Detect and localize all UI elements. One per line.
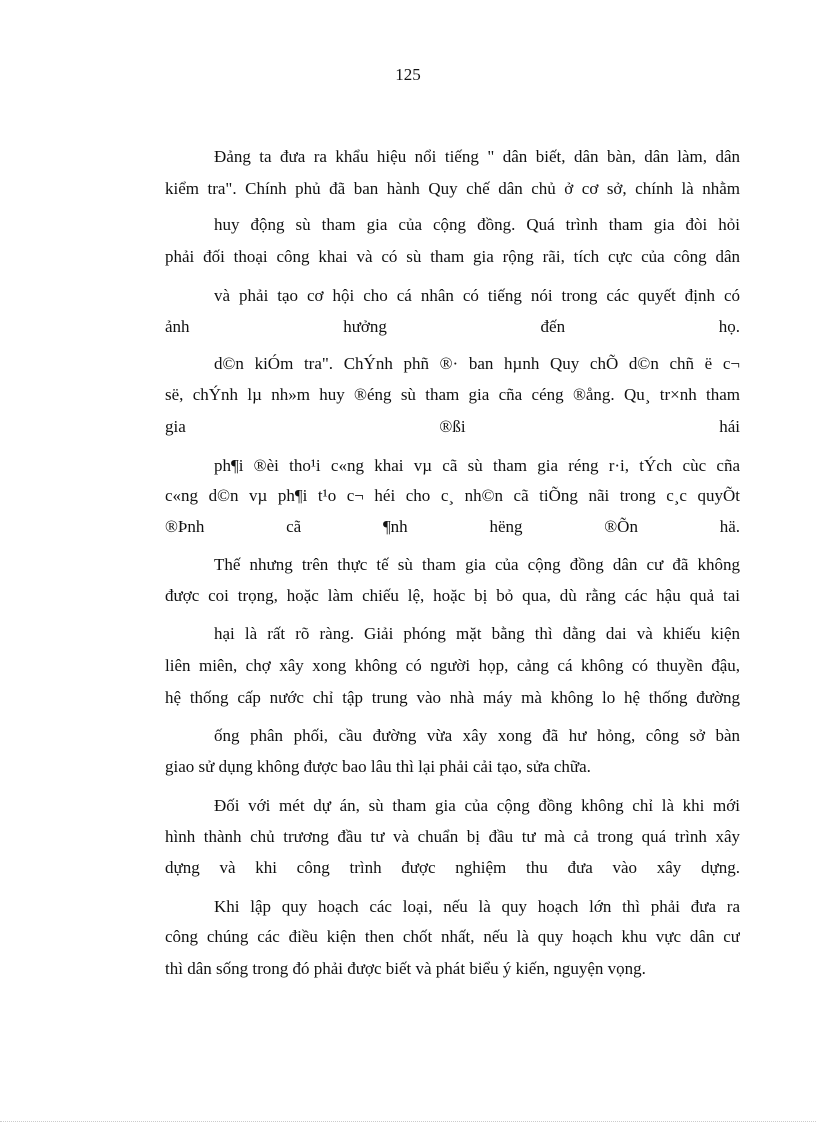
text-line: thì dân sống trong đó phải được biết và phát biểu ý kiến, nguyện vọng.: [165, 959, 646, 978]
text-line: hình thành chủ trương đầu tư và chuẩn bị đầu tư mà cả trong quá trình xây: [165, 827, 740, 846]
page-bottom-border: [0, 1121, 816, 1122]
text-line: c«ng d©n vµ ph¶i t¹o c¬ héi cho c¸ nh©n cã tiÕng nãi trong c¸c quyÕt: [165, 486, 740, 505]
text-line: công chúng các điều kiện then chốt nhất, nếu là quy hoạch khu vực dân cư: [165, 927, 740, 946]
text-line: Đối với mét dự án, sù tham gia của cộng đồng không chỉ là khi mới: [214, 796, 740, 815]
text-line: hệ thống cấp nước chỉ tập trung vào nhà máy mà không lo hệ thống đường: [165, 688, 740, 707]
text-line: dựng và khi công trình được nghiệm thu đưa vào xây dựng.: [165, 858, 740, 877]
text-line: Thế nhưng trên thực tế sù tham gia của cộng đồng dân cư đã không: [214, 555, 740, 574]
text-line: liên miên, chợ xây xong không có người họp, cảng cá không có thuyền đậu,: [165, 656, 740, 675]
text-line: huy động sù tham gia của cộng đồng. Quá trình tham gia đòi hỏi: [214, 215, 740, 234]
text-line: ống phân phối, cầu đường vừa xây xong đã hư hỏng, công sở bàn: [214, 726, 740, 745]
text-line: d©n kiÓm tra". ChÝnh phñ ®· ban hµnh Quy chÕ d©n chñ ë c¬: [214, 354, 740, 373]
text-line: së, chÝnh lµ nh»m huy ®éng sù tham gia cña céng ®ång. Qu¸ tr×nh tham: [165, 385, 740, 404]
text-line: phải đối thoại công khai và có sù tham gia rộng rãi, tích cực của công dân: [165, 247, 740, 266]
text-line: ®Þnh cã ¶nh hëng ®Õn hä.: [165, 517, 740, 536]
text-line: hại là rất rõ ràng. Giải phóng mặt bằng thì dằng dai và khiếu kiện: [214, 624, 740, 643]
text-line: gia ®ßi hái: [165, 417, 740, 436]
text-line: Đảng ta đưa ra khẩu hiệu nổi tiếng " dân biết, dân bàn, dân làm, dân: [214, 147, 740, 166]
text-line: ảnh hưởng đến họ.: [165, 317, 740, 336]
text-line: giao sử dụng không được bao lâu thì lại phải cải tạo, sửa chữa.: [165, 757, 591, 776]
text-line: được coi trọng, hoặc làm chiếu lệ, hoặc bị bỏ qua, dù rằng các hậu quả tai: [165, 586, 740, 605]
page-number: 125: [395, 65, 421, 84]
text-line: Khi lập quy hoạch các loại, nếu là quy hoạch lớn thì phải đưa ra: [214, 897, 740, 916]
text-line: ph¶i ®èi tho¹i c«ng khai vµ cã sù tham gia réng r·i, tÝch cùc cña: [214, 456, 740, 475]
text-line: kiểm tra". Chính phủ đã ban hành Quy chế dân chủ ở cơ sở, chính là nhằm: [165, 179, 740, 198]
text-line: và phải tạo cơ hội cho cá nhân có tiếng nói trong các quyết định có: [214, 286, 740, 305]
